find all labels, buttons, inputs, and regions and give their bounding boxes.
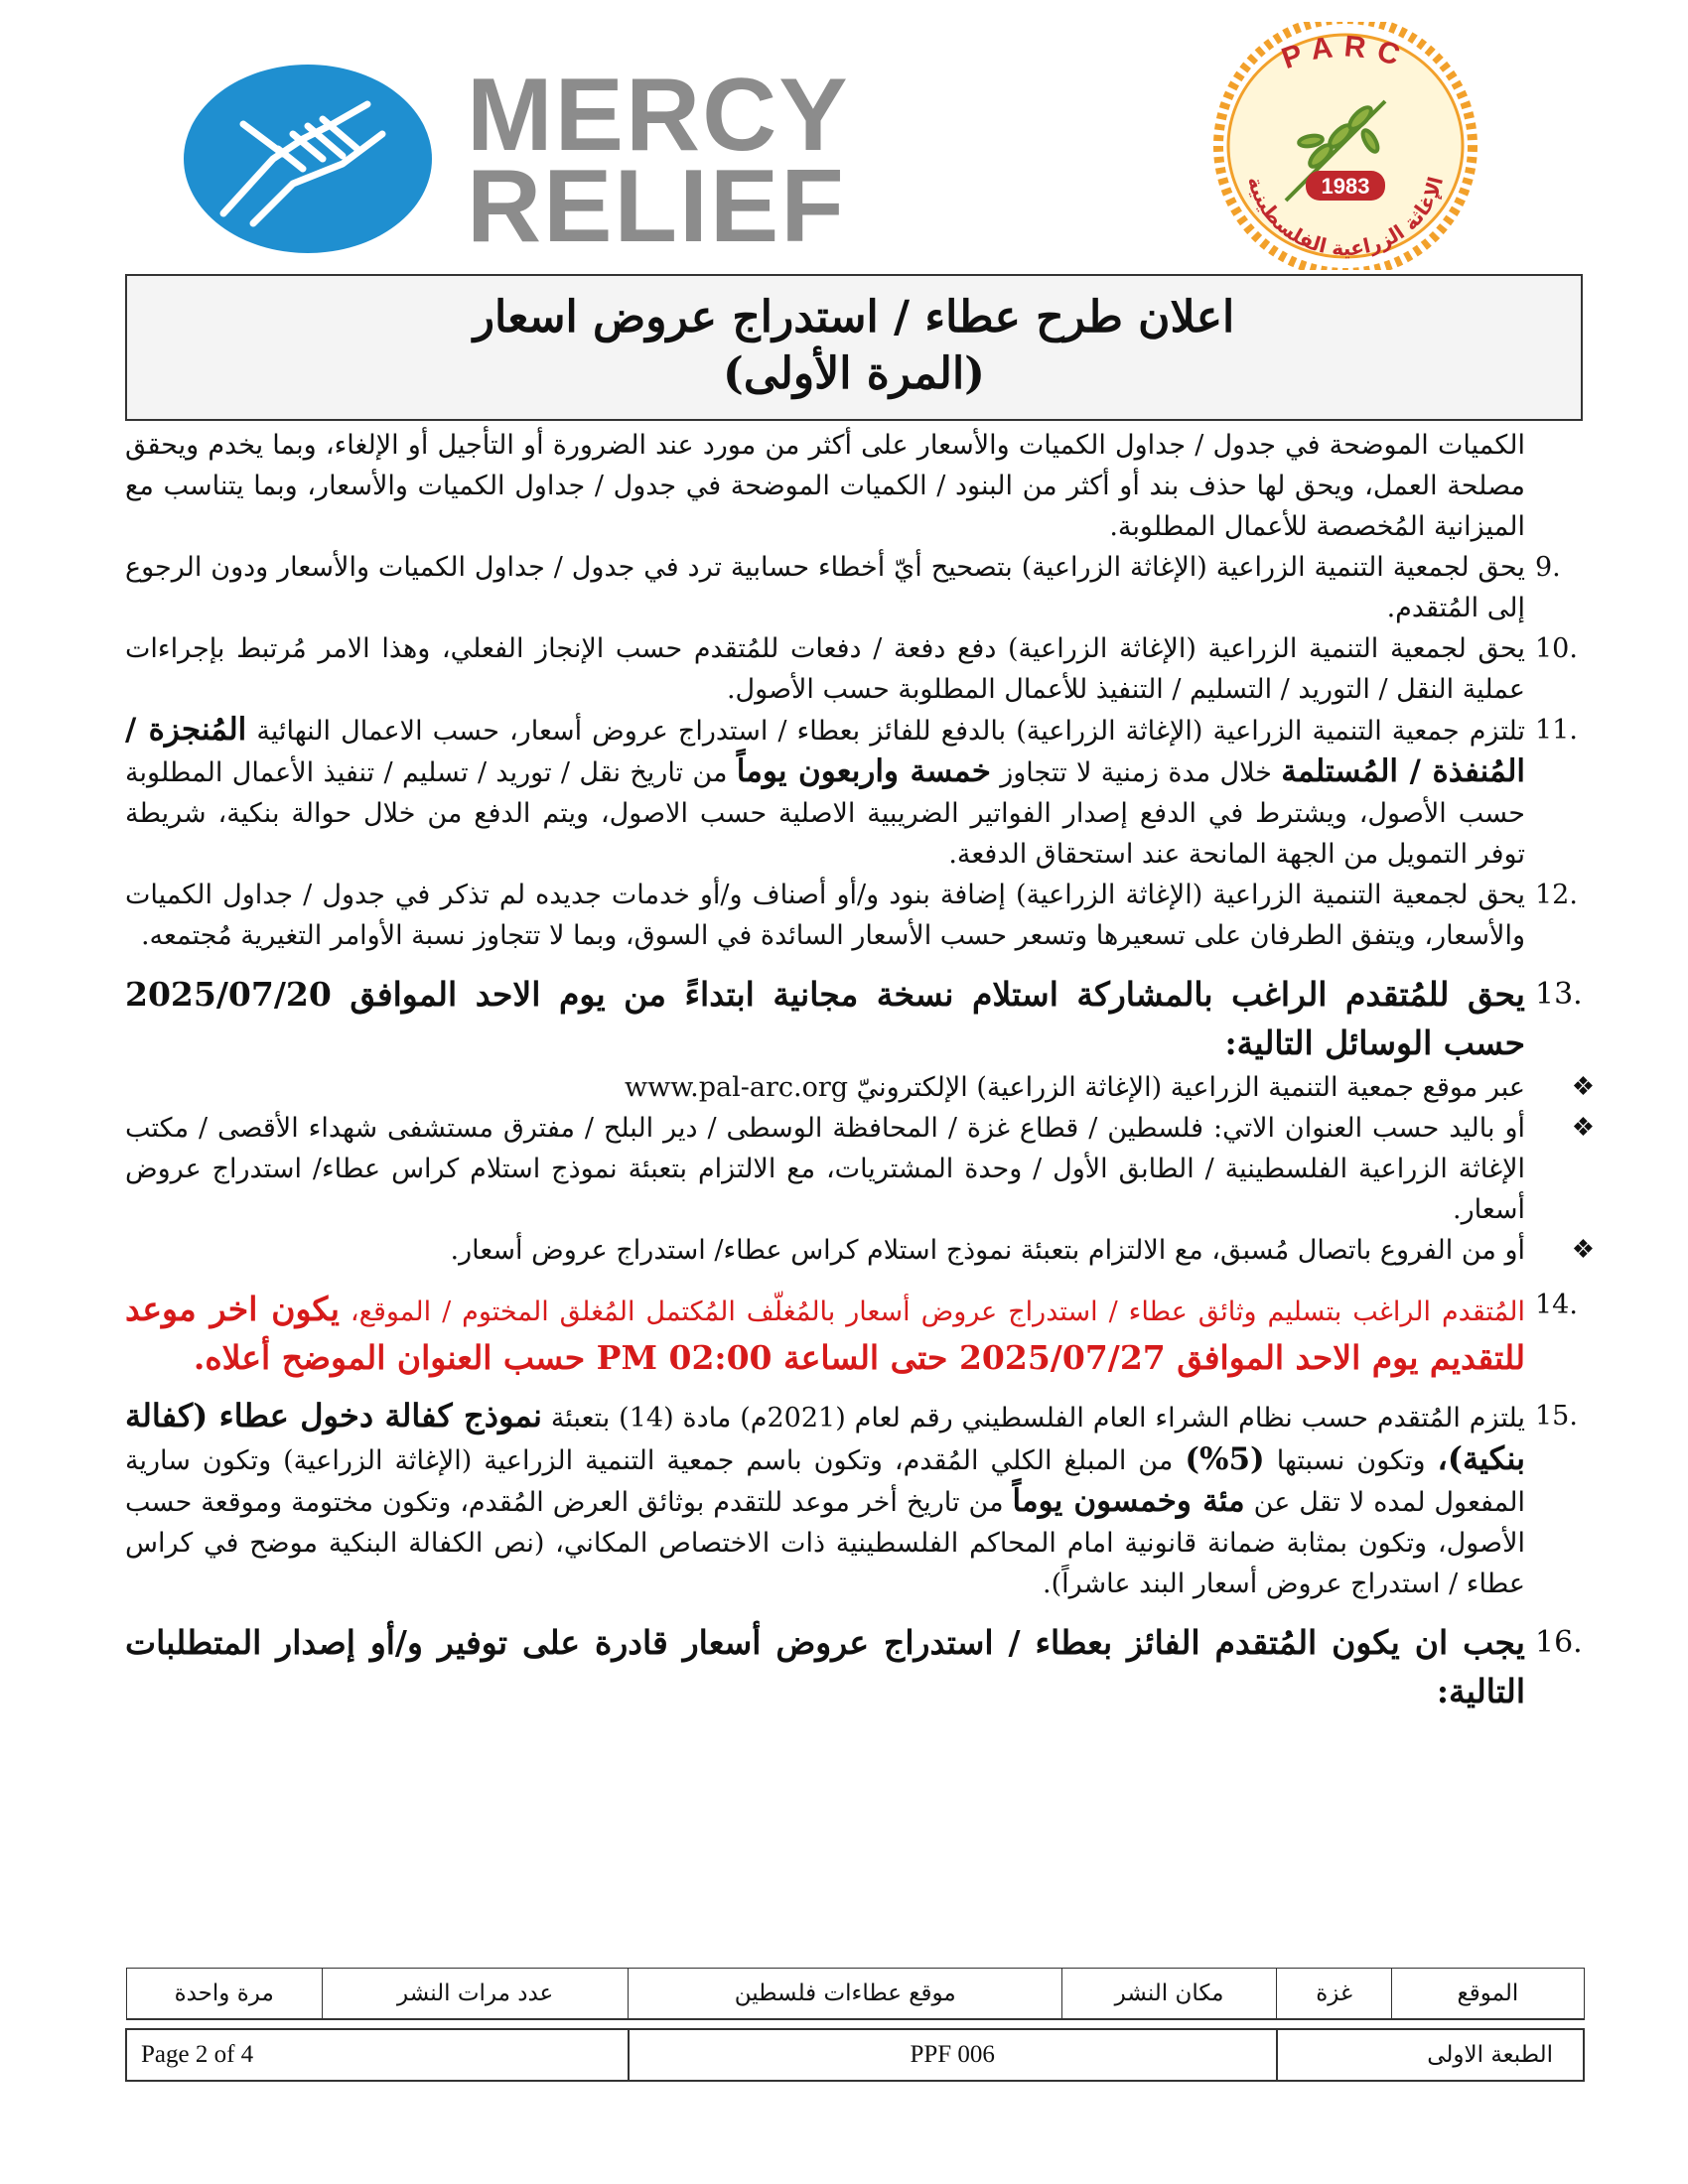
clause-14 <box>125 1285 1578 1382</box>
footer-doc-row <box>126 2029 1584 2081</box>
footer-cell: عدد مرات النشر <box>322 1969 629 2020</box>
clause-emphasis: المُنجزة / المُنفذة / المُستلمة <box>125 712 1526 789</box>
clause-emphasis: خمسة واربعون يوماً <box>736 753 991 789</box>
mercy-relief-wordmark <box>467 58 850 264</box>
clause-text: يحق لجمعية التنمية الزراعية (الإغاثة الزراعية) إضافة بنود و/أو أصناف و/أو خدمات جديده لم تذكر في جدول / جداول الكميات والأسعار، ويتفق الطرفان على تسعيرها وتسعر حسب الأسعار السائدة في السوق، وبما لا تتجاوز نسبة الأوامر التغيرية مُجتمعه. <box>125 880 1525 951</box>
footer-cell: مرة واحدة <box>126 1969 322 2020</box>
clause-text: تلتزم جمعية التنمية الزراعية (الإغاثة الزراعية) بالدفع للفائز بعطاء / استدراج عروض أسعار، حسب الاعمال النهائية <box>256 716 1526 747</box>
mercy-relief-logo <box>184 58 879 264</box>
clause-number: 14. <box>1535 1290 1578 1320</box>
clause-11 <box>125 710 1578 875</box>
footer-table <box>125 1968 1585 2082</box>
clause-text: يحق للمُتقدم الراغب بالمشاركة استلام نسخة مجانية ابتداءً من يوم الاحد الموافق 2025/07/20 حسب الوسائل التالية: <box>125 975 1525 1062</box>
bullet-text: عبر موقع جمعية التنمية الزراعية (الإغاثة الزراعية) الإلكترونيّ www.pal-arc.org <box>625 1072 1525 1103</box>
clause-10 <box>125 628 1578 710</box>
bullet-text: أو من الفروع باتصال مُسبق، مع الالتزام بتعبئة نموذج استلام كراس عطاء/ استدراج عروض أسعار. <box>450 1235 1525 1266</box>
clause-number: 13. <box>1535 977 1583 1012</box>
deadline-text: يكون اخر موعد للتقديم يوم الاحد الموافق 2025/07/27 حتى الساعة 02:00 PM حسب العنوان الموضح أعلاه. <box>125 1290 1525 1377</box>
footer-cell: مكان النشر <box>1062 1969 1277 2020</box>
bullet-by-hand <box>125 1108 1595 1230</box>
clause-number: 15. <box>1535 1401 1578 1432</box>
clause-text: وتكون نسبتها <box>1276 1445 1426 1476</box>
parc-logo <box>1137 22 1554 270</box>
bullet-website <box>125 1067 1595 1108</box>
footer-publication-row <box>126 1969 1584 2020</box>
clause-15 <box>125 1396 1578 1604</box>
footer-cell: غزة <box>1277 1969 1392 2020</box>
clause-number: 11. <box>1535 715 1578 746</box>
footer-doc-code: PPF 006 <box>629 2029 1277 2081</box>
bullet-icon: ❖ <box>1571 1235 1595 1265</box>
clause-text: يلتزم المُتقدم حسب نظام الشراء العام الفلسطيني رقم لعام (2021م) مادة (14) بتعبئة <box>550 1403 1526 1433</box>
clause-text: من تاريخ نقل / توريد / تسليم / تنفيذ الأعمال المطلوبة حسب الأصول، ويشترط في الدفع إصدار الفواتير الضريبية الاصلية حسب الاصول، ويتم الدفع من خلال حوالة بنكية، شريطة توفر التمويل من الجهة المانحة عند استحقاق الدفعة. <box>125 757 1525 870</box>
title-box <box>125 274 1583 421</box>
handshake-icon <box>184 65 432 253</box>
clause-number: 12. <box>1535 880 1578 910</box>
clause-9 <box>125 547 1561 628</box>
clause-text: يجب ان يكون المُتقدم الفائز بعطاء / استدراج عروض أسعار قادرة على توفير و/أو إصدار المتطلبات التالية: <box>125 1623 1525 1710</box>
parc-year: 1983 <box>1321 174 1370 199</box>
clause-number: 16. <box>1535 1625 1583 1660</box>
parc-acronym: PARC <box>1277 30 1414 76</box>
clause-text: خلال مدة زمنية لا تتجاوز <box>1000 757 1272 788</box>
footer-page-number: Page 2 of 4 <box>126 2029 629 2081</box>
clause-text: يحق لجمعية التنمية الزراعية (الإغاثة الزراعية) بتصحيح أيّ أخطاء حسابية ترد في جدول / جداول الكميات والأسعار ودون الرجوع إلى المُتقدم. <box>125 552 1525 623</box>
mercy-word: MERCY <box>467 58 850 173</box>
clause-text: المُتقدم الراغب بتسليم وثائق عطاء / استدراج عروض أسعار بالمُغلّف المُكتمل المُغلق المختوم / الموقع، <box>350 1297 1525 1327</box>
bullet-branches <box>125 1230 1595 1271</box>
clause-emphasis: (5%) <box>1185 1441 1265 1477</box>
clause-12 <box>125 875 1578 956</box>
footer-cell: الموقع <box>1392 1969 1584 2020</box>
clause-number: 10. <box>1535 633 1578 664</box>
parc-arabic-name: الإغاثة الزراعية الفلسطينية <box>1242 174 1449 261</box>
clause-emphasis: نموذج كفالة دخول عطاء (كفالة بنكية)، <box>125 1397 1526 1477</box>
page-title: اعلان طرح عطاء / استدراج عروض اسعار <box>473 292 1235 342</box>
clause-emphasis: مئة وخمسون يوماً <box>1012 1483 1245 1519</box>
clause-text: من تاريخ أخر موعد للتقدم بوثائق العرض المُقدم، وتكون مختومة وموقعة حسب الأصول، وتكون بمثابة ضمانة قانونية امام المحاكم الفلسطينية ذات الاختصاص المكاني، (نص الكفالة البنكية موضح في كراس عطاء / استدراج عروض أسعار البند عاشراً). <box>125 1487 1525 1599</box>
footer-edition: الطبعة الاولى <box>1277 2029 1584 2081</box>
bullet-text: أو باليد حسب العنوان الاتي: فلسطين / قطاع غزة / المحافظة الوسطى / دير البلح / مفترق مستشفى شهداء الأقصى / مكتب الإغاثة الزراعية الفلسطينية / الطابق الأول / وحدة المشتريات، مع الالتزام بتعبئة نموذج استلام كراس عطاء/ استدراج عروض أسعار. <box>125 1113 1525 1225</box>
clause-16 <box>125 1618 1583 1715</box>
clause-text: من المبلغ الكلي المُقدم، وتكون باسم جمعية التنمية الزراعية (الإغاثة الزراعية) وتكون سارية المفعول لمده لا تقل عن <box>125 1445 1525 1518</box>
clause-number: 9. <box>1535 552 1561 583</box>
clause-13 <box>125 970 1583 1067</box>
footer-cell: موقع عطاءات فلسطين <box>629 1969 1062 2020</box>
page-subtitle: (المرة الأولى) <box>723 348 985 399</box>
document-body <box>125 425 1595 1715</box>
relief-word: RELIEF <box>467 149 846 264</box>
bullet-icon: ❖ <box>1571 1072 1595 1102</box>
bullet-icon: ❖ <box>1571 1113 1595 1143</box>
intro-paragraph: الكميات الموضحة في جدول / جداول الكميات والأسعار على أكثر من مورد عند الضرورة أو التأجيل أو الإلغاء، وبما يخدم ويحقق مصلحة العمل، ويحق لها حذف بند أو أكثر من البنود / الكميات الموضحة في جدول / جداول الكميات والأسعار، وبما يتناسب مع الميزانية المُخصصة للأعمال المطلوبة. <box>125 430 1525 542</box>
clause-text: يحق لجمعية التنمية الزراعية (الإغاثة الزراعية) دفع دفعة / دفعات للمُتقدم حسب الإنجاز الفعلي، وهذا الامر مُرتبط بإجراءات عملية النقل / التوريد / التسليم / التنفيذ للأعمال المطلوبة حسب الأصول. <box>125 633 1525 705</box>
